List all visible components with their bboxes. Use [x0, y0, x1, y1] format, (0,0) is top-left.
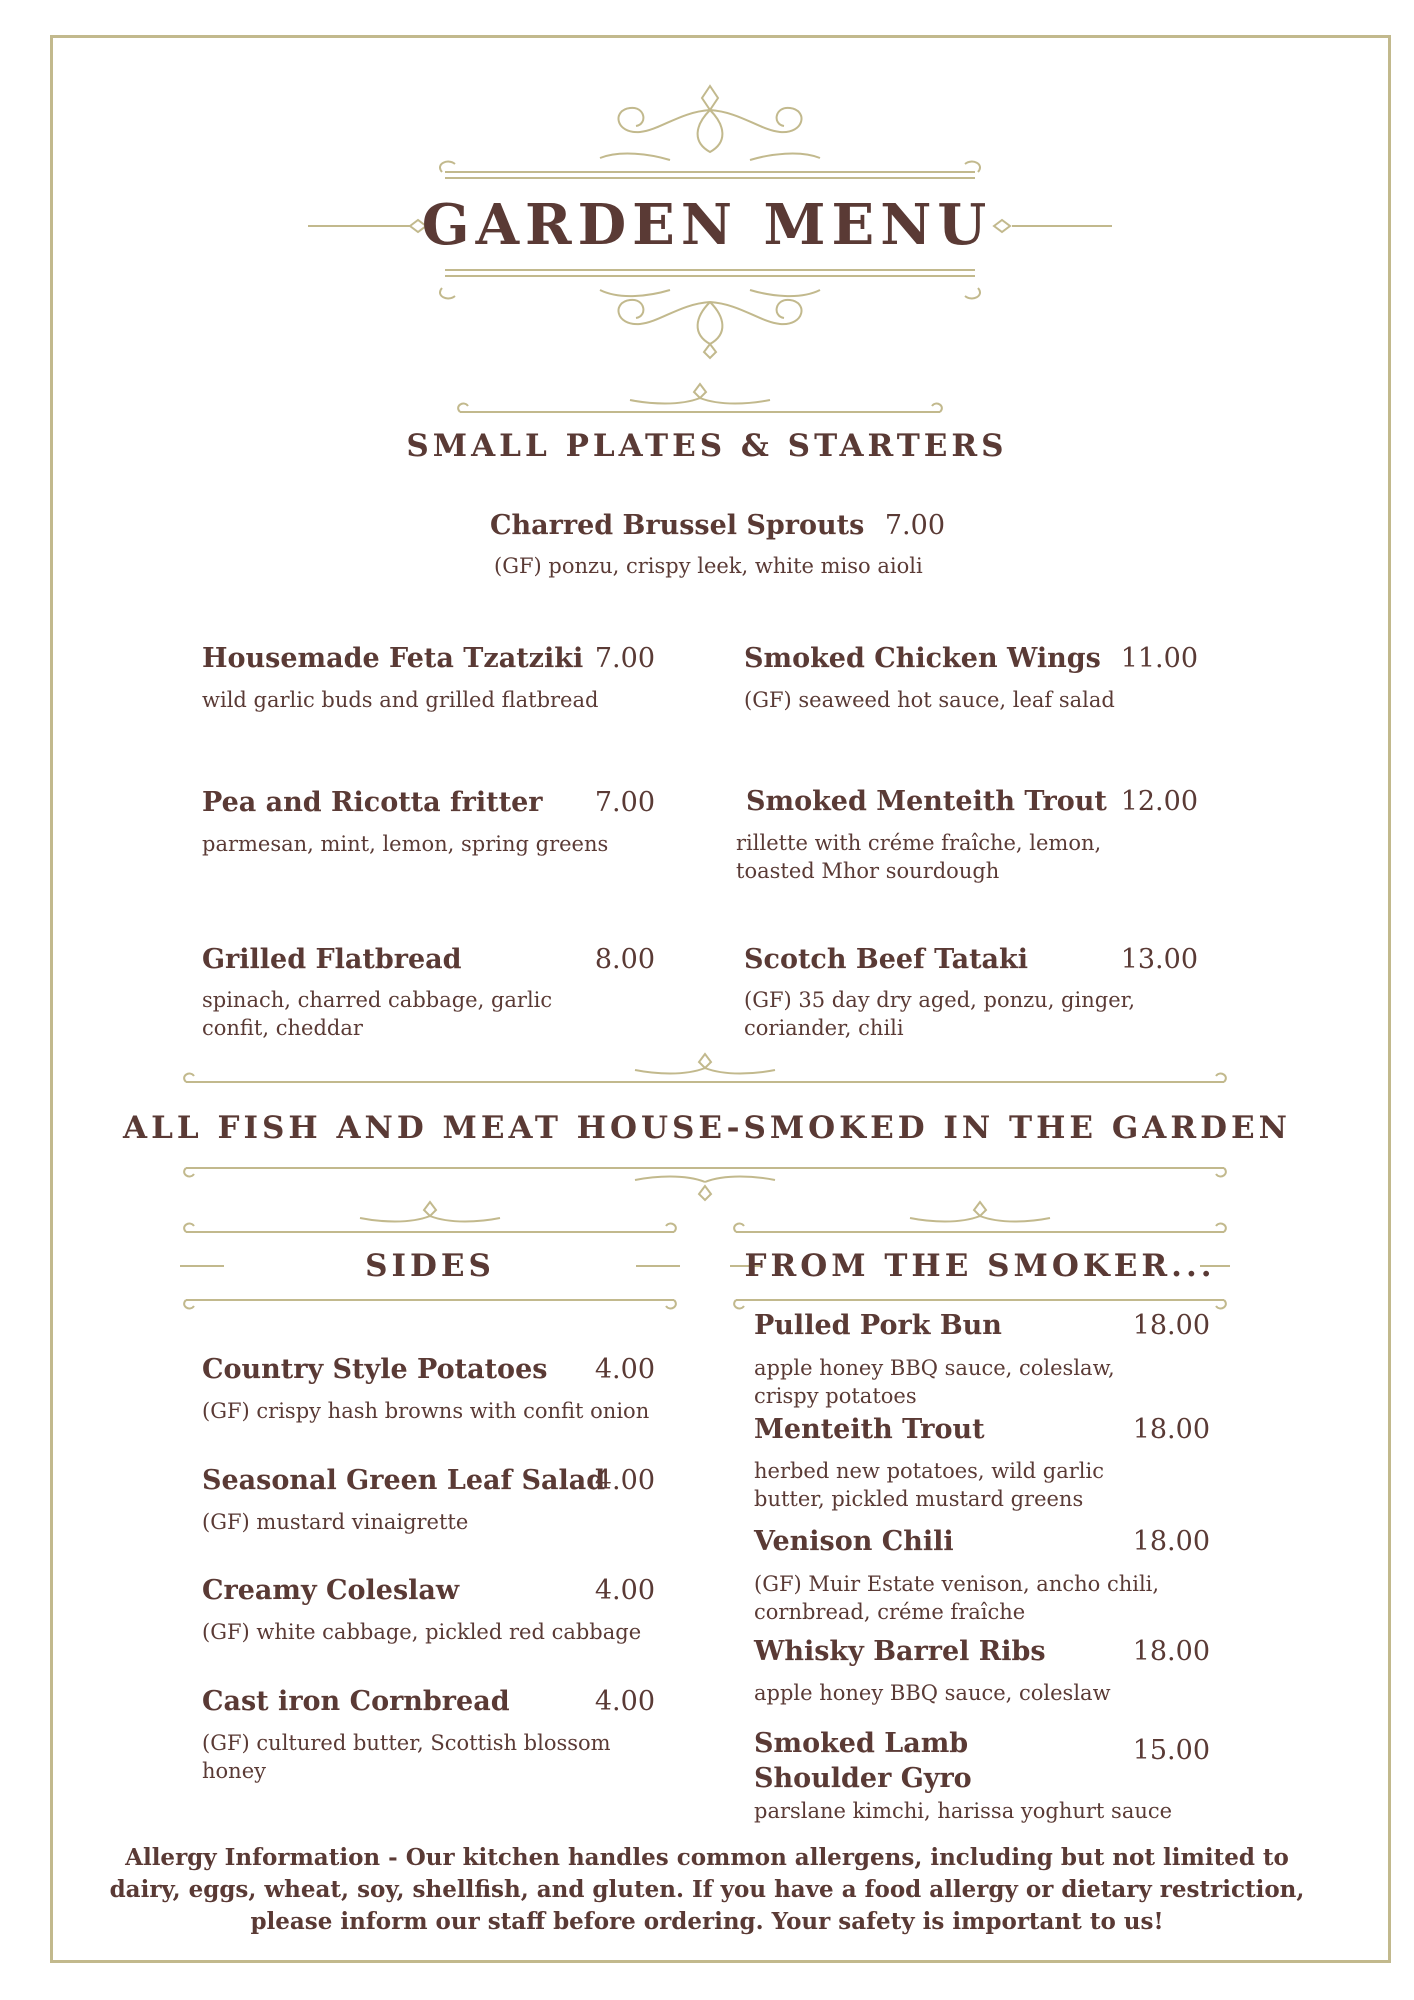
smoker-item-price: 18.00	[1132, 1636, 1210, 1667]
menu-item-name: Smoked Menteith Trout	[746, 786, 1107, 817]
menu-item-name: Smoked Chicken Wings	[744, 643, 1101, 674]
menu-item-name: Grilled Flatbread	[202, 944, 462, 975]
smoker-item-price: 18.00	[1132, 1526, 1210, 1557]
smoker-item-name: Whisky Barrel Ribs	[754, 1636, 1046, 1667]
menu-item-desc: (GF) seaweed hot sauce, leaf salad	[744, 688, 1115, 712]
menu-item-price: 11.00	[1120, 643, 1198, 674]
menu-item-price: 8.00	[594, 944, 655, 975]
sides-heading: SIDES	[365, 1248, 495, 1284]
menu-item-name: Pea and Ricotta fritter	[202, 787, 543, 818]
side-item-name: Seasonal Green Leaf Salad	[202, 1465, 606, 1496]
banner-text: ALL FISH AND MEAT HOUSE-SMOKED IN THE GARDEN	[123, 1110, 1291, 1146]
menu-item-desc: spinach, charred cabbage, garlic confit, cheddar	[202, 988, 553, 1040]
menu-item-price: 7.00	[594, 787, 655, 818]
smoker-item-desc: apple honey BBQ sauce, coleslaw	[754, 1681, 1111, 1705]
smoker-item-desc: apple honey BBQ sauce, coleslaw, crispy potatoes	[754, 1356, 1115, 1408]
menu-item-price: 12.00	[1120, 786, 1198, 817]
side-item-price: 4.00	[594, 1465, 655, 1496]
menu-item-price: 7.00	[594, 643, 655, 674]
menu-item-desc: (GF) 35 day dry aged, ponzu, ginger, coriander, chili	[744, 988, 1136, 1040]
banner-top-ornament	[180, 1050, 1230, 1090]
featured-item-price: 7.00	[884, 510, 945, 541]
smoker-item-desc: herbed new potatoes, wild garlic butter, pickled mustard greens	[754, 1459, 1104, 1511]
smoker-item-price: 15.00	[1132, 1735, 1210, 1766]
side-item-desc: (GF) mustard vinaigrette	[202, 1510, 469, 1534]
smoker-item-name: Smoked Lamb Shoulder Gyro	[754, 1728, 972, 1794]
small-plates-ornament	[450, 380, 950, 420]
menu-item-desc: wild garlic buds and grilled flatbread	[202, 688, 599, 712]
smoker-item-price: 18.00	[1132, 1414, 1210, 1445]
side-item-price: 4.00	[594, 1575, 655, 1606]
side-item-name: Creamy Coleslaw	[202, 1575, 460, 1606]
small-plates-heading: SMALL PLATES & STARTERS	[406, 428, 1008, 464]
smoker-item-name: Pulled Pork Bun	[754, 1310, 1002, 1341]
menu-item-name: Scotch Beef Tataki	[744, 944, 1029, 975]
side-item-name: Cast iron Cornbread	[202, 1686, 510, 1717]
menu-item-price: 13.00	[1120, 944, 1198, 975]
featured-item-name: Charred Brussel Sprouts	[490, 510, 865, 541]
smoker-item-name: Venison Chili	[754, 1526, 954, 1557]
menu-item-desc: rillette with créme fraîche, lemon, toasted Mhor sourdough	[736, 831, 1102, 883]
side-item-price: 4.00	[594, 1354, 655, 1385]
allergy-information: Allergy Information - Our kitchen handles common allergens, including but not limited to dairy, eggs, wheat, soy, shellfish, and gluten. If you have a food allergy or dietary restriction, please inform our staff before ordering. Your safety is important to us!	[109, 1844, 1305, 1935]
side-item-price: 4.00	[594, 1686, 655, 1717]
smoker-item-name: Menteith Trout	[754, 1414, 985, 1445]
side-item-desc: (GF) cultured butter, Scottish blossom honey	[202, 1731, 611, 1783]
smoker-heading: FROM THE SMOKER...	[744, 1248, 1216, 1284]
menu-item-name: Housemade Feta Tzatziki	[202, 643, 584, 674]
side-item-desc: (GF) white cabbage, pickled red cabbage	[202, 1620, 642, 1644]
smoker-item-desc: parslane kimchi, harissa yoghurt sauce	[754, 1799, 1173, 1823]
featured-item-desc: (GF) ponzu, crispy leek, white miso aioli	[494, 554, 923, 578]
page-title: GARDEN MENU	[421, 192, 993, 258]
smoker-item-desc: (GF) Muir Estate venison, ancho chili, cornbread, créme fraîche	[754, 1572, 1160, 1624]
side-item-name: Country Style Potatoes	[202, 1354, 548, 1385]
side-item-desc: (GF) crispy hash browns with confit onion	[202, 1399, 650, 1423]
menu-item-desc: parmesan, mint, lemon, spring greens	[202, 832, 609, 856]
smoker-item-price: 18.00	[1132, 1310, 1210, 1341]
